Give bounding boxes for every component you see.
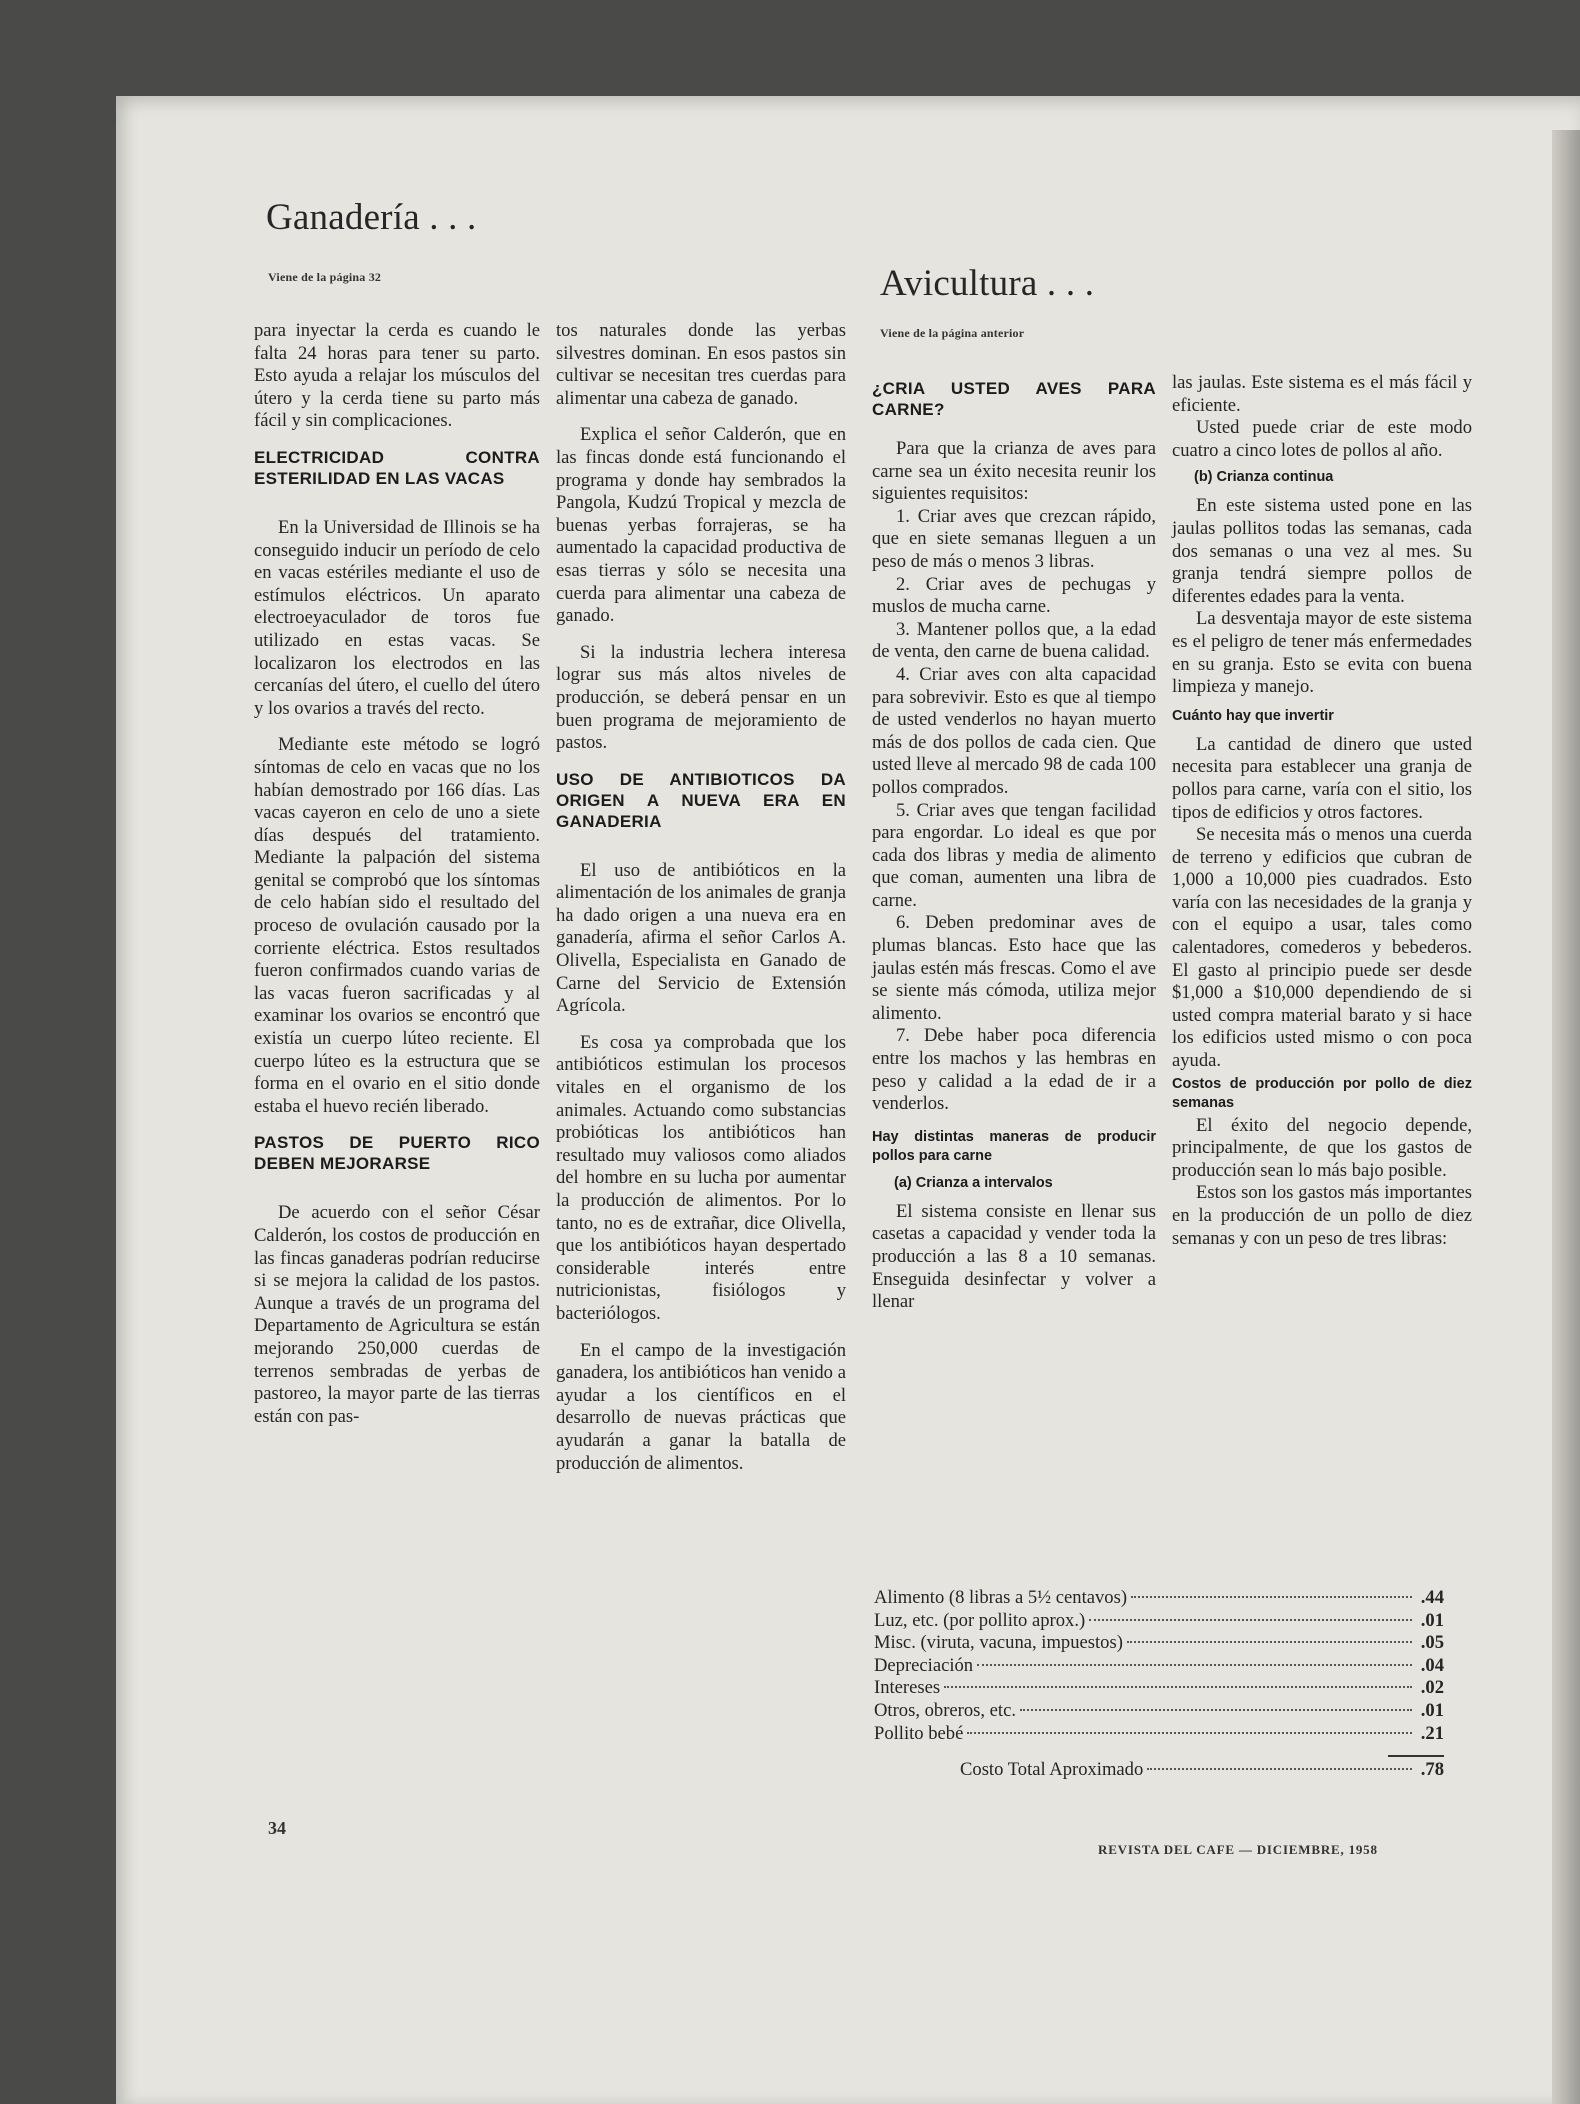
cost-row	[874, 1700, 1444, 1723]
cost-total-row	[874, 1759, 1444, 1782]
paragraph: El sistema consiste en llenar sus casetas a capacidad y vender toda la producción a las 8 a 10 semanas. Enseguida desinfectar y volver a llenar	[872, 1200, 1156, 1313]
cost-row	[874, 1610, 1444, 1633]
paragraph: Explica el señor Calderón, que en las fincas donde está funcionando el programa y donde hay sembrados la Pangola, Kudzú Tropical y mezcla de buenas yerbas forrajeras, se ha aumentado la capacidad productiva de esas tierras y sólo se necesita una cuerda para alimentar una cabeza de ganado.	[556, 424, 846, 627]
subheading-electricidad: ELECTRICIDAD CONTRA ESTERILIDAD EN LAS VACAS	[254, 447, 540, 488]
cost-row	[874, 1655, 1444, 1678]
production-cost-table	[874, 1587, 1444, 1782]
subheading-cria: ¿CRIA USTED AVES PARA CARNE?	[872, 379, 1156, 419]
subheading-maneras: Hay distintas maneras de producir pollos para carne	[872, 1128, 1156, 1164]
cost-value: .01	[1420, 1609, 1444, 1631]
subheading-invertir: Cuánto hay que invertir	[1172, 707, 1334, 724]
requirement-item: 4. Criar aves con alta capacidad para sobrevivir. Esto es que al tiempo de usted venderlos no hayan muerto más de dos pollos de cada cien. Que usted lleve al mercado 98 de cada 100 pollos comprados.	[872, 663, 1156, 798]
leader-dots	[1127, 1641, 1412, 1643]
paragraph: tos naturales donde las yerbas silvestres dominan. En esos pastos sin cultivar se necesitan tres cuerdas para alimentar una cabeza de ganado.	[556, 320, 846, 409]
paragraph: Si la industria lechera interesa lograr sus más altos niveles de producción, se deberá pensar en un buen programa de mejoramiento de pastos.	[556, 641, 846, 754]
cost-row	[874, 1723, 1444, 1746]
avicultura-continued-note: Viene de la página anterior	[880, 326, 1025, 340]
paragraph: para inyectar la cerda es cuando le falta 24 horas para tener su parto. Esto ayuda a relajar los músculos del útero y la cerda tiene su parto más fácil y sin complicaciones.	[254, 320, 540, 432]
cost-value: .01	[1420, 1699, 1444, 1721]
ganaderia-continued-note: Viene de la página 32	[268, 270, 382, 284]
total-value: .78	[1420, 1759, 1444, 1781]
requirement-item: 3. Mantener pollos que, a la edad de venta, den carne de buena calidad.	[872, 618, 1156, 663]
cost-label: Alimento (8 libras a 5½ centavos)	[874, 1587, 1128, 1608]
requirement-item: 6. Deben predominar aves de plumas blancas. Esto hace que las jaulas estén más frescas. Como el ave se siente más cómoda, utiliza mejor alimento.	[872, 912, 1156, 1024]
cost-label: Intereses	[874, 1677, 941, 1699]
paragraph: La desventaja mayor de este sistema es el peligro de tener más enfermedades en su granja. Esto se evita con buena limpieza y manejo.	[1172, 608, 1472, 698]
paragraph: Estos son los gastos más importantes en la producción de un pollo de diez semanas y con un peso de tres libras:	[1172, 1182, 1472, 1249]
total-label: Costo Total Aproximado	[960, 1759, 1144, 1781]
paragraph: De acuerdo con el señor César Calderón, los costos de producción en las fincas ganaderas podrían reducirse si se mejora la calidad de los pastos. Aunque a través de un programa del Departamento de Agricultura se están mejorando 250,000 cuerdas de terrenos sembradas de yerbas de pastoreo, la mayor parte de las tierras están con pas-	[254, 1202, 540, 1427]
requirement-item: 1. Criar aves que crezcan rápido, que en siete semanas lleguen a un peso de más o menos 3 libras.	[872, 505, 1156, 572]
cost-row	[874, 1677, 1444, 1700]
leader-dots	[944, 1686, 1412, 1688]
cost-label: Depreciación	[874, 1654, 974, 1676]
subheading-pastos: PASTOS DE PUERTO RICO DEBEN MEJORARSE	[254, 1133, 540, 1174]
paragraph: En el campo de la investigación ganadera, los antibióticos han venido a ayudar a los científicos en el desarrollo de nuevas prácticas que ayudarán a ganar la batalla de producción de alimentos.	[556, 1339, 846, 1474]
paragraph: En la Universidad de Illinois se ha conseguido inducir un período de celo en vacas estériles mediante el uso de estímulos eléctricos. Un aparato electroeyaculador de toros fue utilizado en estas vacas. Se localizaron los electrodos en las cercanías del útero, el cuello del útero y los ovarios a través del recto.	[254, 516, 540, 719]
total-rule	[1388, 1755, 1444, 1757]
requirement-item: 2. Criar aves de pechugas y muslos de mucha carne.	[872, 573, 1156, 618]
avicultura-title: Avicultura . . .	[880, 263, 1095, 304]
avicultura-column-1	[872, 370, 1156, 1314]
paragraph: Es cosa ya comprobada que los antibióticos estimulan los procesos vitales en el organismo de los animales. Actuando como substancias probióticas los antibióticos han resultado muy valiosos como aliados del hombre en su lucha por aumentar la producción de alimentos. Por lo tanto, no es de extrañar, dice Olivella, que los antibióticos hayan despertado considerable interés entre nutricionistas, fisiólogos y bacteriólogos.	[556, 1031, 846, 1324]
requirement-item: 5. Criar aves que tengan facilidad para engordar. Lo ideal es que por cada dos libras y media de alimento que coman, aumenten una libra de carne.	[872, 799, 1156, 911]
leader-dots	[977, 1664, 1412, 1666]
paragraph: El uso de antibióticos en la alimentación de los animales de granja ha dado origen a una nueva era en ganadería, afirma el señor Carlos A. Olivella, Especialista en Ganado de Carne del Servicio de Extensión Agrícola.	[556, 859, 846, 1017]
leader-dots	[1131, 1596, 1412, 1598]
cost-label: Misc. (viruta, vacuna, impuestos)	[874, 1632, 1123, 1654]
subheading-continua: (b) Crianza continua	[1194, 469, 1334, 486]
leader-dots	[1020, 1709, 1412, 1711]
avicultura-column-2	[1172, 372, 1472, 1250]
requirement-item: 7. Debe haber poca diferencia entre los machos y las hembras en peso y calidad a la edad de ir a venderlos.	[872, 1025, 1156, 1115]
cost-value: .02	[1420, 1677, 1444, 1699]
page-edge-shadow	[1552, 130, 1580, 2104]
cost-row	[874, 1587, 1444, 1610]
cost-row	[874, 1632, 1444, 1655]
paragraph: En este sistema usted pone en las jaulas pollitos todas las semanas, cada dos semanas o una vez al mes. Su granja tendrá siempre pollos de diferentes edades para la venta.	[1172, 495, 1472, 607]
paragraph: Se necesita más o menos una cuerda de terreno y edificios que cubran de 1,000 a 10,000 pies cuadrados. Esto varía con las necesidades de la granja y con el equipo a usar, tales como calentadores, comederos y bebederos. El gasto al principio puede ser desde $1,000 a $10,000 dependiendo de si usted compra material barato y si hace los edificios usted mismo o con poca ayuda.	[1172, 824, 1472, 1072]
subheading-intervalos: (a) Crianza a intervalos	[894, 1174, 1053, 1191]
ganaderia-column-2	[556, 320, 846, 1489]
paragraph: El éxito del negocio depende, principalmente, de que los gastos de producción sean lo más bajo posible.	[1172, 1114, 1472, 1181]
paragraph: Mediante este método se logró síntomas de celo en vacas que no los habían demostrado por 166 días. Las vacas cayeron en celo de uno a siete días después del tratamiento. Mediante la palpación del sistema genital se comprobó que los síntomas de celo habían sido el resultado del proceso de ovulación causado por la corriente eléctrica. Estos resultados fueron confirmados cuando varias de las vacas fueron sacrificadas y al examinar los ovarios se encontró que existía un cuerpo lúteo reciente. El cuerpo lúteo es la estructura que se forma en el ovario en el sitio donde estaba el huevo recién liberado.	[254, 734, 540, 1117]
cost-label: Luz, etc. (por pollito aprox.)	[874, 1609, 1086, 1631]
paragraph: las jaulas. Este sistema es el más fácil y eficiente.	[1172, 372, 1472, 416]
cost-label: Pollito bebé	[874, 1722, 964, 1744]
cost-value: .21	[1420, 1722, 1444, 1744]
subheading-costos: Costos de producción por pollo de diez semanas	[1172, 1075, 1472, 1111]
paragraph: Usted puede criar de este modo cuatro a cinco lotes de pollos al año.	[1172, 417, 1472, 461]
page-number: 34	[268, 1818, 286, 1838]
ganaderia-title: Ganadería . . .	[266, 197, 477, 238]
leader-dots	[1147, 1768, 1412, 1770]
paragraph: La cantidad de dinero que usted necesita para establecer una granja de pollos para carne, varía con el sitio, los tipos de edificios y otros factores.	[1172, 733, 1472, 823]
paragraph: Para que la crianza de aves para carne sea un éxito necesita reunir los siguientes requisitos:	[872, 438, 1156, 505]
cost-value: .05	[1420, 1632, 1444, 1654]
cost-value: .44	[1420, 1587, 1444, 1608]
leader-dots	[967, 1732, 1412, 1734]
subheading-antibioticos: USO DE ANTIBIOTICOS DA ORIGEN A NUEVA ERA EN GANADERIA	[556, 769, 846, 831]
cost-label: Otros, obreros, etc.	[874, 1699, 1016, 1721]
cost-value: .04	[1420, 1654, 1444, 1676]
ganaderia-column-1	[254, 320, 540, 1442]
leader-dots	[1089, 1619, 1412, 1621]
magazine-footer: REVISTA DEL CAFE — DICIEMBRE, 1958	[1098, 1842, 1378, 1857]
